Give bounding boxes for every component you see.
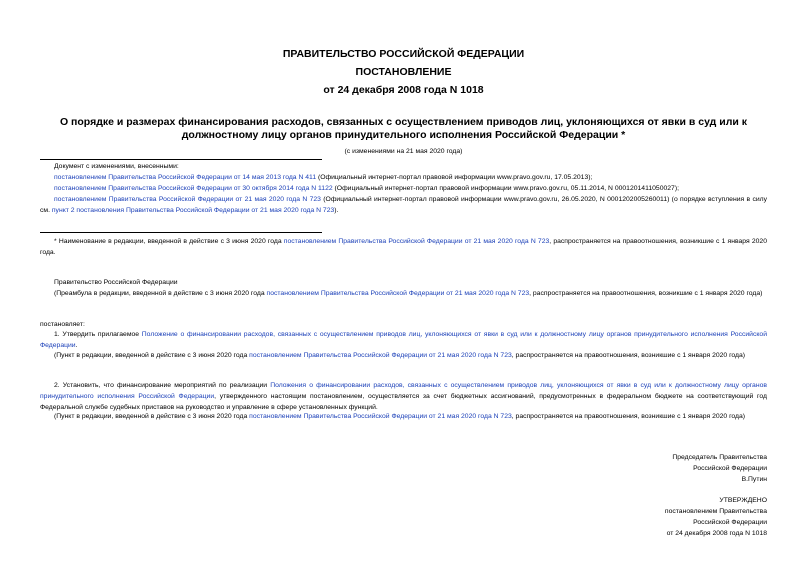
changes-note: (с изменениями на 21 мая 2020 года) (344, 148, 463, 155)
signature-block (672, 452, 767, 485)
item-2-link[interactable]: Положения о финансировании расходов, связанных с осуществлением приводов лиц, уклоняющихся от явки в суд или к должностному лицу органов принудительного исполнения Российской Федерации (40, 382, 767, 400)
preamble-gov: Правительство Российской Федерации (54, 279, 178, 286)
item-1-note (40, 350, 767, 361)
preamble-note-end: , распространяется на правоотношения, возникшие с 1 января 2020 года) (529, 290, 763, 297)
amendments-heading: Документ с изменениями, внесенными: (54, 163, 179, 170)
document-title: О порядке и размерах финансирования расходов, связанных с осуществлением приводов лиц, уклоняющихся от явки в суд или к должностному лицу органов принудительного исполнения Российской Федерации * (59, 116, 748, 141)
footnote-end: , распространяется на правоотношения, возникшие с 1 января 2020 года. (40, 238, 767, 256)
footnote-text: * Наименование в редакции, введенной в действие с 3 июня 2020 года (54, 238, 284, 245)
item-2-end: , утвержденного настоящим постановлением, осуществляется за счет бюджетных ассигнований, предусмотренных в федеральном бюджете на соответствующий год Федеральной службе судебных приставов на руководство и управление в сфере установленных функций. (40, 393, 767, 411)
item-2-note-link[interactable]: постановлением Правительства Российской Федерации от 21 мая 2020 года N 723 (249, 413, 512, 420)
amendments-block (40, 161, 768, 216)
preamble-note (40, 288, 767, 299)
amendment-2-link[interactable]: постановлением Правительства Российской Федерации от 30 октября 2014 года N 1122 (54, 185, 333, 192)
signature-name: В.Путин (741, 476, 767, 483)
amendment-3 (40, 194, 767, 216)
divider-top (40, 159, 322, 160)
amendment-1-link[interactable]: постановлением Правительства Российской Федерации от 14 мая 2013 года N 411 (54, 174, 317, 181)
item-2-note (40, 411, 767, 422)
document-date: от 24 декабря 2008 года N 1018 (323, 84, 484, 96)
item-1-text: 1. Утвердить прилагаемое (54, 331, 142, 338)
item-1-link[interactable]: Положение о финансировании расходов, связанных с осуществлением приводов лиц, уклоняющихся от явки в суд или к должностному лицу органов принудительного исполнения Российской Федерации (40, 331, 767, 349)
amendment-3-link[interactable]: постановлением Правительства Российской Федерации от 21 мая 2020 года N 723 (54, 196, 321, 203)
item-1-note-text: (Пункт в редакции, введенной в действие с 3 июня 2020 года (54, 352, 250, 359)
amendment-2-text: (Официальный интернет-портал правовой информации www.pravo.gov.ru, 05.11.2014, N 0001201411050027); (332, 185, 679, 192)
item-1-end: . (75, 342, 78, 349)
amendment-3-end: ). (334, 207, 339, 214)
item-1-note-link[interactable]: постановлением Правительства Российской Федерации от 21 мая 2020 года N 723 (249, 352, 512, 359)
issuer-heading: ПРАВИТЕЛЬСТВО РОССИЙСКОЙ ФЕДЕРАЦИИ (282, 48, 525, 60)
item-2-note-text: (Пункт в редакции, введенной в действие с 3 июня 2020 года (54, 413, 250, 420)
preamble-note-link[interactable]: постановлением Правительства Российской Федерации от 21 мая 2020 года N 723 (266, 290, 530, 297)
item-1-note-end: , распространяется на правоотношения, возникшие с 1 января 2020 года) (511, 352, 746, 359)
document-type: ПОСТАНОВЛЕНИЕ (355, 66, 452, 78)
approved-date: от 24 декабря 2008 года N 1018 (666, 530, 767, 537)
approved-by: постановлением Правительства (664, 508, 767, 515)
item-2 (40, 380, 767, 413)
amendment-1 (54, 172, 767, 183)
footnote-link[interactable]: постановлением Правительства Российской Федерации от 21 мая 2020 года N 723 (283, 238, 550, 245)
item-1 (40, 329, 767, 351)
footnote (40, 236, 767, 258)
amendment-2 (54, 183, 767, 194)
approved-block (665, 495, 767, 539)
signature-country: Российской Федерации (693, 465, 767, 472)
decree-word: постановляет: (40, 321, 85, 328)
approved-label: УТВЕРЖДЕНО (719, 497, 767, 504)
divider-bottom (40, 232, 322, 233)
amendment-1-text: (Официальный интернет-портал правовой информации www.pravo.gov.ru, 17.05.2013); (316, 174, 593, 181)
amendment-3-text: (Официальный интернет-портал правовой информации www.pravo.gov.ru, 26.05.2020, N 0001202005260011) (о порядке вступления в силу см. (40, 196, 768, 214)
item-2-note-end: , распространяется на правоотношения, возникшие с 1 января 2020 года) (511, 413, 746, 420)
preamble-note-text: (Преамбула в редакции, введенной в действие с 3 июня 2020 года (54, 290, 267, 297)
amendment-3-link-2[interactable]: пункт 2 постановления Правительства Российской Федерации от 21 мая 2020 года N 723 (51, 207, 335, 214)
approved-country: Российской Федерации (693, 519, 767, 526)
item-2-text: 2. Установить, что финансирование мероприятий по реализации (54, 382, 271, 389)
signature-position: Председатель Правительства (672, 454, 767, 461)
